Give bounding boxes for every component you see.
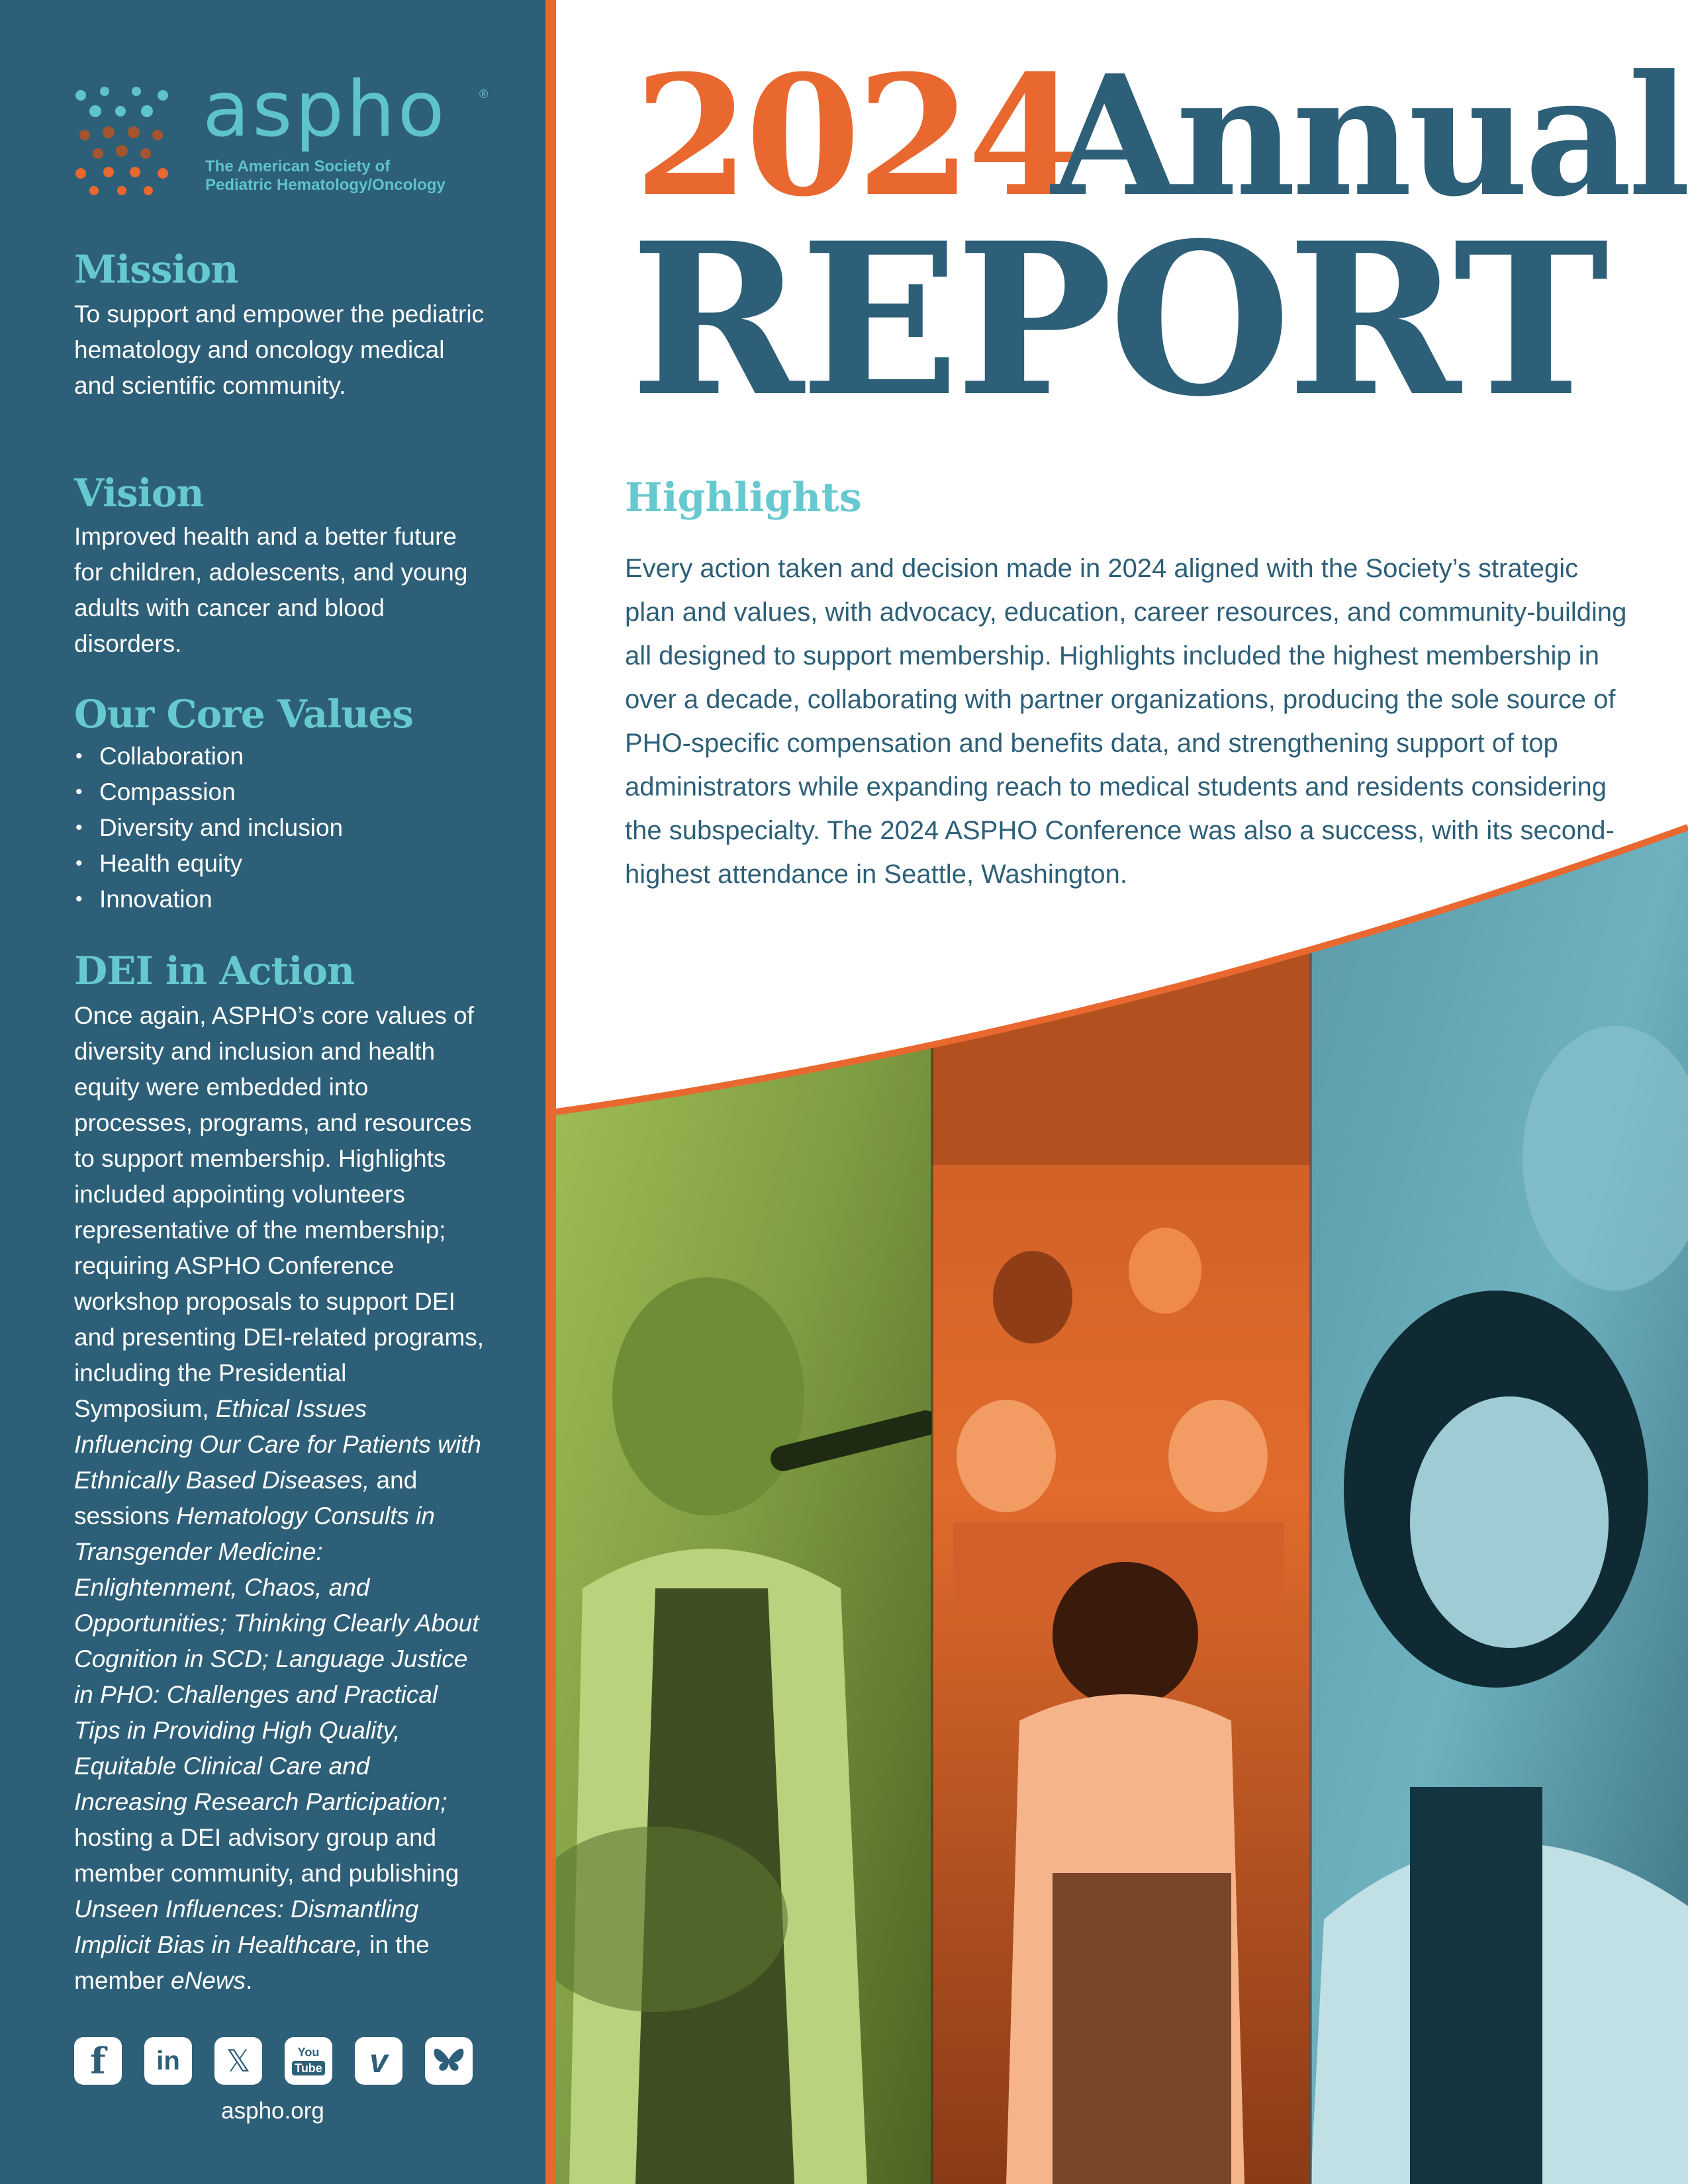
logo-wordmark: aspho (203, 65, 447, 154)
list-item: • Compassion (74, 774, 343, 810)
linkedin-icon[interactable]: in (144, 2037, 192, 2085)
aspho-logo[interactable] (71, 65, 495, 204)
sidebar (0, 0, 545, 2184)
vision-text: Improved health and a better future for children, adolescents, and young adults with cancer and blood disorders. (74, 523, 468, 657)
core-values-heading: Our Core Values (74, 692, 413, 737)
highlights-text: Every action taken and decision made in 2024 aligned with the Society’s strategic plan and values, with advocacy, education, career resources, and community-building all designed to support membership. Highlights included the highest membership in over a decade, collaborating with partner organizations, producing the sole source of PHO-specific compensation and benefits data, and strengthening support of top administrators while expanding reach to medical students and residents considering the subspecialty. The 2024 ASPHO Conference was also a success, with its second-highest attendance in Seattle, Washington. (625, 554, 1627, 889)
title-year: 2024 (634, 38, 1079, 233)
logo-tagline-line1: The American Society of (205, 158, 391, 175)
sidebar-orange-edge (545, 0, 556, 2184)
highlights-heading: Highlights (625, 475, 862, 521)
bullet-icon: • (75, 852, 83, 874)
website-link[interactable]: aspho.org (221, 2098, 324, 2124)
title-report: REPORT (630, 197, 1605, 443)
speaker-head (612, 1277, 804, 1516)
butterfly-icon (425, 2037, 473, 2085)
vision-heading: Vision (74, 471, 204, 516)
dei-text: Once again, ASPHO’s core values of diversity and inclusion and health equity were embedded into processes, programs, and resources to support membership. Highlights included appointing volunteers representative of the membership; requiring ASPHO Conference workshop proposals to support DEI and presenting DEI-related programs, including the Presidential Symposium, Ethical Issues Influencing Our Care for Patients with Ethnically Based Diseases, and sessions Hematology Consults in Transgender Medicine: Enlightenment, Chaos, and Opportunities; Thinking Clearly About Cognition in SCD; Language Justice in PHO: Challenges and Practical Tips in Providing High Quality, Equitable Clinical Care and Increasing Research Participation; hosting a DEI advisory group and member community, and publishing Unseen Influences: Dismantling Implicit Bias in Healthcare, in the member eNews. (74, 1002, 485, 1994)
bullet-icon: • (75, 817, 83, 839)
attendee-face (1410, 1396, 1609, 1648)
dei-heading: DEI in Action (74, 948, 355, 993)
dot-cluster-logo-icon (71, 85, 177, 197)
bluesky-icon[interactable] (425, 2037, 473, 2085)
list-item: • Innovation (74, 882, 343, 917)
youtube-icon[interactable]: You Tube (285, 2037, 332, 2085)
mission-heading: Mission (74, 247, 238, 292)
vimeo-icon[interactable]: v (355, 2037, 402, 2085)
x-twitter-icon[interactable]: 𝕏 (214, 2037, 262, 2085)
bullet-icon: • (75, 781, 83, 803)
bullet-icon: • (75, 745, 83, 767)
mission-text: To support and empower the pediatric hematology and oncology medical and scientific community. (74, 300, 485, 399)
list-item: • Diversity and inclusion (74, 810, 343, 846)
list-item: • Health equity (74, 846, 343, 882)
chair-back (1053, 1873, 1231, 2184)
logo-tagline-line2: Pediatric Hematology/Oncology (205, 176, 445, 194)
list-item: • Collaboration (74, 739, 343, 774)
social-links (74, 2037, 485, 2085)
facebook-icon[interactable]: f (74, 2037, 122, 2085)
core-values-list (74, 739, 343, 917)
logo-registered-mark: ® (479, 87, 489, 101)
title-annual: Annual (1051, 38, 1687, 233)
bullet-icon: • (75, 888, 83, 910)
